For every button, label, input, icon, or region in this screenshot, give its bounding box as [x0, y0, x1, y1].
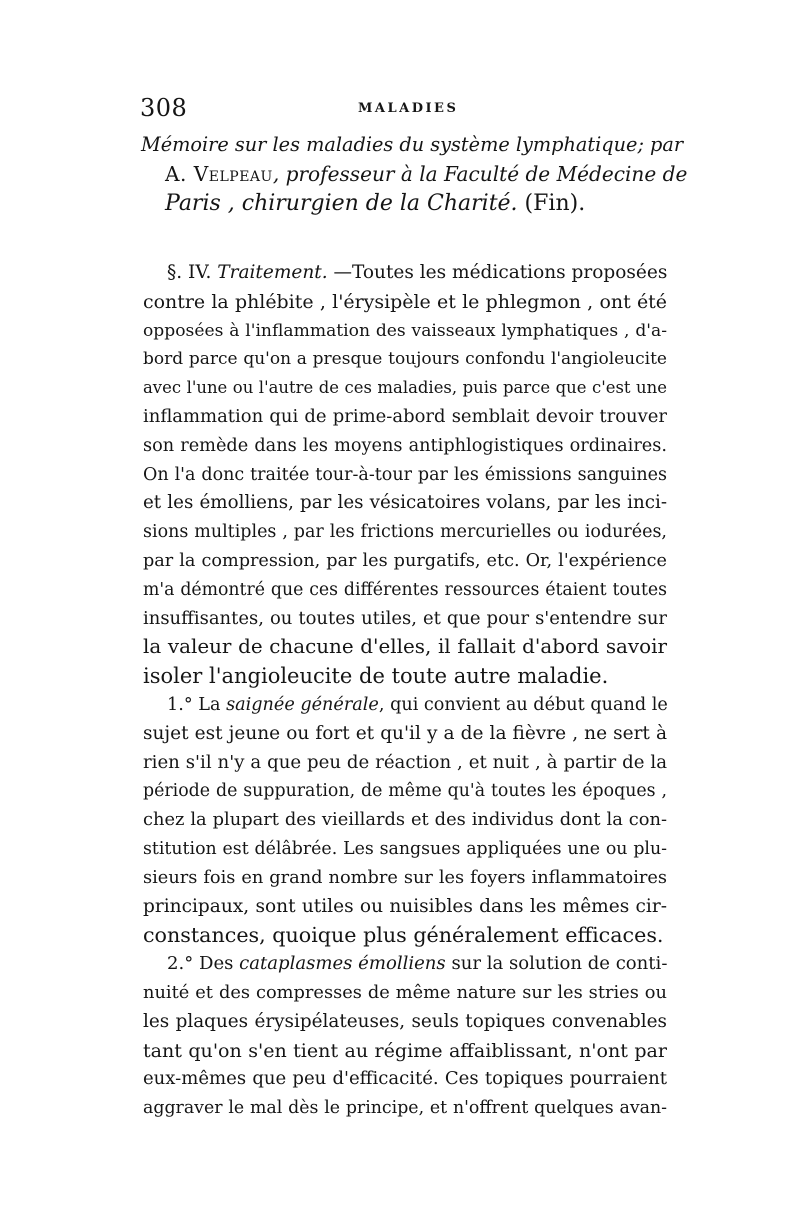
- author-affiliation: , professeur à la Faculté de Médecine de: [272, 161, 688, 186]
- text-line: les plaques érysipélateuses, seuls topiques convenables: [143, 1010, 667, 1032]
- item-1-rest: , qui convient au début quand le: [378, 694, 668, 715]
- item-1-pre: La: [192, 694, 227, 715]
- text-line: aggraver le mal dès le principe, et n'offrent quelques avan-: [143, 1098, 667, 1119]
- text-line: constances, quoique plus généralement efficaces.: [143, 923, 664, 948]
- text-line: opposées à l'inflammation des vaisseaux lymphatiques , d'a-: [143, 320, 667, 341]
- running-head: MALADIES: [358, 101, 459, 116]
- text-line: contre la phlébite , l'érysipèle et le phlegmon , ont été: [143, 290, 667, 313]
- text-line: m'a démontré que ces différentes ressources étaient toutes: [143, 579, 667, 600]
- item-2-emphasis: cataplasmes émolliens: [239, 953, 446, 975]
- section-heading-line: [143, 259, 667, 288]
- text-line: On l'a donc traitée tour-à-tour par les émissions sanguines: [143, 464, 667, 485]
- body-text: [143, 259, 667, 1123]
- text-line: sujet est jeune ou fort et qu'il y a de la fièvre , ne sert à: [143, 722, 667, 744]
- text-line: tant qu'on s'en tient au régime affaiblissant, n'ont par: [143, 1039, 667, 1062]
- title-line-3: [141, 189, 686, 219]
- text-line: période de suppuration, de même qu'à toutes les époques ,: [143, 781, 667, 802]
- text-line: avec l'une ou l'autre de ces maladies, puis parce que c'est une: [143, 378, 667, 398]
- text-line: isoler l'angioleucite de toute autre maladie.: [143, 664, 609, 689]
- item-1-number: 1.°: [167, 694, 193, 715]
- item-1-first-line: [143, 691, 667, 720]
- text-line: eux-mêmes que peu d'efficacité. Ces topiques pourraient: [143, 1068, 667, 1090]
- title-line-2: [141, 160, 686, 190]
- text-line: la valeur de chacune d'elles, il fallait d'abord savoir: [143, 635, 667, 659]
- text-line: insuffisantes, ou toutes utiles, et que pour s'entendre sur: [143, 607, 667, 629]
- title-fin: (Fin).: [517, 191, 586, 216]
- text-line: sions multiples , par les frictions mercurielles ou iodurées,: [143, 522, 667, 543]
- text-line: principaux, sont utiles ou nuisibles dans les mêmes cir-: [143, 895, 667, 917]
- page-number: 308: [140, 94, 188, 122]
- text-line: son remède dans les moyens antiphlogistiques ordinaires.: [143, 435, 667, 456]
- page-header: [140, 94, 680, 124]
- item-2-first-line: [143, 950, 667, 979]
- author-name: A. Velpeau: [165, 161, 273, 186]
- text-line: —Toutes les médications proposées: [327, 262, 668, 283]
- item-1-emphasis: saignée générale: [226, 694, 379, 715]
- text-line: chez la plupart des vieillards et des individus dont la con-: [143, 809, 667, 831]
- text-line: inflammation qui de prime-abord semblait devoir trouver: [143, 405, 667, 427]
- text-line: stitution est délâbrée. Les sangsues appliquées une ou plu-: [143, 838, 667, 859]
- author-position: Paris , chirurgien de la Charité.: [165, 191, 518, 216]
- item-2-pre: Des: [193, 953, 240, 975]
- item-2-number: 2.°: [167, 953, 194, 975]
- title-line-1: Mémoire sur les maladies du système lymphatique; par: [141, 133, 684, 156]
- text-line: bord parce qu'on a presque toujours confondu l'angioleucite: [143, 349, 667, 370]
- item-2-rest: sur la solution de conti-: [445, 953, 668, 975]
- text-line: sieurs fois en grand nombre sur les foyers inflammatoires: [143, 867, 667, 888]
- text-line: rien s'il n'y a que peu de réaction , et nuit , à partir de la: [143, 751, 667, 773]
- section-marker: §. IV.: [167, 262, 212, 283]
- section-heading: Traitement.: [217, 262, 328, 283]
- text-line: et les émolliens, par les vésicatoires volans, par les inci-: [143, 492, 667, 514]
- article-title: [141, 130, 686, 219]
- text-line: nuité et des compresses de même nature sur les stries ou: [143, 981, 667, 1003]
- text-line: par la compression, par les purgatifs, etc. Or, l'expérience: [143, 550, 667, 571]
